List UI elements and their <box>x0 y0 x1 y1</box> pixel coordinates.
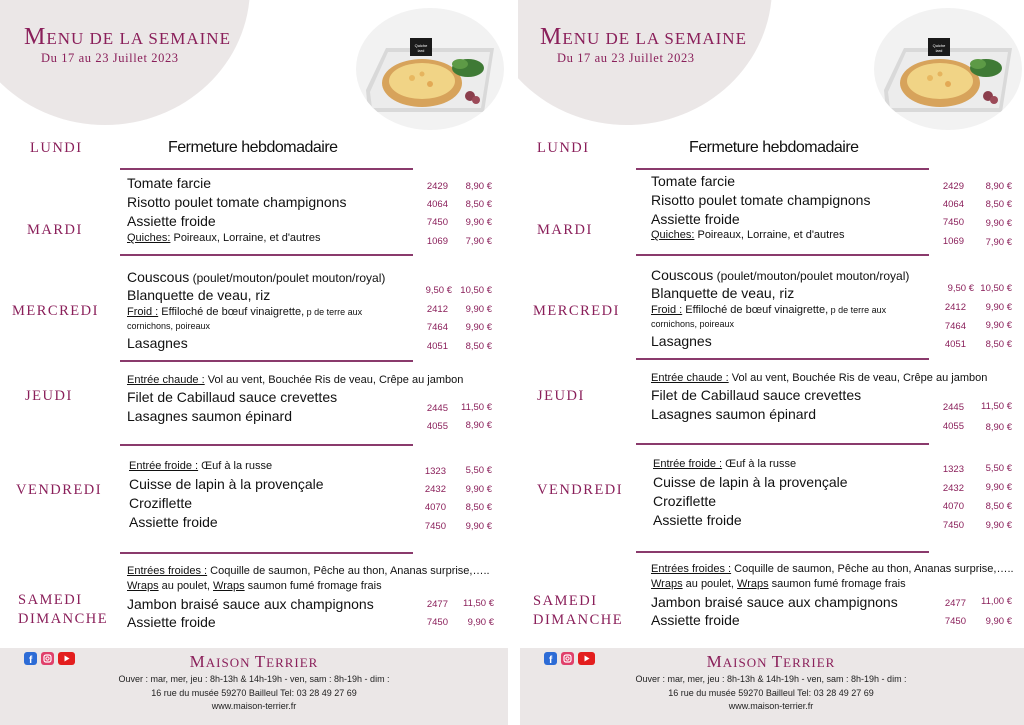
day-mardi: MARDI <box>537 222 593 238</box>
mardi-item-3: Assiette froide <box>127 213 216 229</box>
price: 8,50 € <box>985 501 1012 512</box>
product-code: 1069 <box>942 236 964 247</box>
price: 11,50 € <box>461 402 492 413</box>
vendredi-item-2: Croziflette <box>129 495 193 511</box>
price: 8,90 € <box>985 422 1012 433</box>
footer-hours: Ouver : mar, mer, jeu : 8h-13h & 14h-19h - ven, sam : 8h-19h - dim : <box>118 674 390 684</box>
day-dimanche: DIMANCHE <box>533 612 624 628</box>
quiche-photo <box>356 8 504 130</box>
product-code: 4051 <box>944 339 966 350</box>
mercredi-blanquette: Blanquette de veau, riz <box>127 287 271 303</box>
product-code: 2432 <box>942 483 964 494</box>
mardi-item-1: Tomate farcie <box>651 173 736 189</box>
day-mercredi: MERCREDI <box>533 303 620 319</box>
product-code: 2445 <box>426 403 448 414</box>
weekend-entrees: Entrées froides : Coquille de saumon, Pêche au thon, Ananas surprise,….. <box>651 563 1014 575</box>
price: 9,50 € <box>425 285 452 296</box>
product-code: 4055 <box>942 421 964 432</box>
weekend-item-1: Jambon braisé sauce aux champignons <box>127 596 374 612</box>
mercredi-lasagnes: Lasagnes <box>651 333 712 349</box>
day-mercredi: MERCREDI <box>12 303 99 319</box>
price: 9,90 € <box>985 320 1012 331</box>
mardi-item-3: Assiette froide <box>651 211 740 227</box>
svg-text:f: f <box>29 655 33 665</box>
weekend-item-2: Assiette froide <box>651 612 740 628</box>
product-code: 4064 <box>426 199 448 210</box>
product-code: 2445 <box>942 402 964 413</box>
product-code: 2429 <box>942 181 964 192</box>
price: 10,50 € <box>460 285 492 296</box>
vendredi-item-3: Assiette froide <box>129 514 218 530</box>
product-code: 2477 <box>426 599 448 610</box>
price: 11,00 € <box>981 596 1012 607</box>
jeudi-item-2: Lasagnes saumon épinard <box>127 408 293 424</box>
product-code: 1069 <box>426 236 448 247</box>
svg-text:lard: lard <box>935 48 943 53</box>
day-dimanche: DIMANCHE <box>18 611 109 627</box>
price: 9,90 € <box>465 304 492 315</box>
vendredi-item-2: Croziflette <box>653 493 717 509</box>
price: 9,90 € <box>465 322 492 333</box>
day-lundi: LUNDI <box>30 140 83 156</box>
product-code: 7450 <box>942 520 964 531</box>
jeudi-item-1: Filet de Cabillaud sauce crevettes <box>127 389 338 405</box>
product-code: 1323 <box>942 464 964 475</box>
footer-brand: MAISON TERRIER <box>189 652 319 671</box>
price: 9,90 € <box>985 218 1012 229</box>
footer-address: 16 rue du musée 59270 Bailleul Tel: 03 28 49 27 69 <box>151 688 357 698</box>
price: 8,50 € <box>465 199 492 210</box>
menu-title: MENU DE LA SEMAINE <box>24 24 231 50</box>
lundi-closed: Fermeture hebdomadaire <box>168 139 338 156</box>
mercredi-lasagnes: Lasagnes <box>127 335 188 351</box>
menu-page-right <box>518 0 1024 725</box>
menu-title: MENU DE LA SEMAINE <box>540 24 747 50</box>
price: 9,50 € <box>947 283 974 294</box>
footer-hours: Ouver : mar, mer, jeu : 8h-13h & 14h-19h - ven, sam : 8h-19h - dim : <box>635 674 907 684</box>
mercredi-froid-line2: cornichons, poireaux <box>651 319 735 329</box>
weekend-item-1: Jambon braisé sauce aux champignons <box>651 594 898 610</box>
menu-dates: Du 17 au 23 Juillet 2023 <box>41 51 179 65</box>
weekend-wraps: Wraps au poulet, Wraps saumon fumé fromage frais <box>127 580 382 592</box>
divider <box>120 552 413 554</box>
product-code: 4070 <box>942 501 964 512</box>
svg-text:Quiche: Quiche <box>932 43 946 48</box>
divider <box>636 254 929 256</box>
price: 7,90 € <box>985 237 1012 248</box>
product-code: 2412 <box>944 302 966 313</box>
divider <box>120 444 413 446</box>
price: 10,50 € <box>980 283 1012 294</box>
day-lundi: LUNDI <box>537 140 590 156</box>
jeudi-entree: Entrée chaude : Vol au vent, Bouchée Ris de veau, Crêpe au jambon <box>127 374 464 386</box>
price: 11,50 € <box>463 598 494 609</box>
mercredi-blanquette: Blanquette de veau, riz <box>651 285 795 301</box>
weekend-wraps: Wraps au poulet, Wraps saumon fumé fromage frais <box>651 578 906 590</box>
vendredi-entree: Entrée froide : Œuf à la russe <box>129 460 273 472</box>
price: 9,90 € <box>467 617 494 628</box>
price: 8,50 € <box>465 502 492 513</box>
price: 8,90 € <box>465 181 492 192</box>
price: 7,90 € <box>465 236 492 247</box>
day-jeudi: JEUDI <box>25 388 73 404</box>
product-code: 7450 <box>426 217 448 228</box>
divider <box>120 168 413 170</box>
price: 9,90 € <box>465 484 492 495</box>
product-code: 4055 <box>426 421 448 432</box>
divider <box>636 443 929 445</box>
svg-text:lard: lard <box>417 48 425 53</box>
divider <box>120 254 413 256</box>
menu-dates: Du 17 au 23 Juillet 2023 <box>557 51 695 65</box>
svg-text:f: f <box>549 655 553 665</box>
footer-website[interactable]: www.maison-terrier.fr <box>211 701 297 711</box>
footer-website[interactable]: www.maison-terrier.fr <box>728 701 814 711</box>
mercredi-froid-line2: cornichons, poireaux <box>127 321 211 331</box>
mercredi-couscous: Couscous (poulet/mouton/poulet mouton/royal) <box>127 269 386 285</box>
price: 8,50 € <box>985 199 1012 210</box>
product-code: 7464 <box>944 321 966 332</box>
product-code: 2429 <box>426 181 448 192</box>
divider <box>120 360 413 362</box>
day-samedi: SAMEDI <box>533 593 598 609</box>
quiche-photo <box>874 8 1022 130</box>
footer-address: 16 rue du musée 59270 Bailleul Tel: 03 28 49 27 69 <box>668 688 874 698</box>
mardi-item-1: Tomate farcie <box>127 175 212 191</box>
mardi-quiches: Quiches: Poireaux, Lorraine, et d'autres <box>651 229 845 241</box>
divider <box>636 358 929 360</box>
price: 9,90 € <box>985 482 1012 493</box>
day-jeudi: JEUDI <box>537 388 585 404</box>
mardi-item-2: Risotto poulet tomate champignons <box>651 192 871 208</box>
jeudi-item-1: Filet de Cabillaud sauce crevettes <box>651 387 862 403</box>
mercredi-froid: Froid : Effiloché de bœuf vinaigrette, p de terre aux <box>127 306 363 318</box>
vendredi-item-1: Cuisse de lapin à la provençale <box>653 474 848 490</box>
day-samedi: SAMEDI <box>18 592 83 608</box>
price: 8,50 € <box>465 341 492 352</box>
product-code: 7450 <box>942 217 964 228</box>
day-vendredi: VENDREDI <box>537 482 624 498</box>
product-code: 7464 <box>426 322 448 333</box>
price: 9,90 € <box>465 217 492 228</box>
product-code: 4064 <box>942 199 964 210</box>
price: 9,90 € <box>985 520 1012 531</box>
day-mardi: MARDI <box>27 222 83 238</box>
price: 5,50 € <box>985 463 1012 474</box>
product-code: 7450 <box>944 616 966 627</box>
lundi-closed: Fermeture hebdomadaire <box>689 139 859 156</box>
weekend-item-2: Assiette froide <box>127 614 216 630</box>
price: 8,50 € <box>985 339 1012 350</box>
product-code: 2412 <box>426 304 448 315</box>
mercredi-froid: Froid : Effiloché de bœuf vinaigrette, p de terre aux <box>651 304 887 316</box>
product-code: 7450 <box>424 521 446 532</box>
product-code: 1323 <box>424 466 446 477</box>
jeudi-entree: Entrée chaude : Vol au vent, Bouchée Ris de veau, Crêpe au jambon <box>651 372 988 384</box>
vendredi-entree: Entrée froide : Œuf à la russe <box>653 458 797 470</box>
price: 8,90 € <box>985 181 1012 192</box>
weekend-entrees: Entrées froides : Coquille de saumon, Pêche au thon, Ananas surprise,….. <box>127 565 490 577</box>
price: 8,90 € <box>465 420 492 431</box>
product-code: 4051 <box>426 341 448 352</box>
product-code: 7450 <box>426 617 448 628</box>
vendredi-item-1: Cuisse de lapin à la provençale <box>129 476 324 492</box>
price: 11,50 € <box>981 401 1012 412</box>
day-vendredi: VENDREDI <box>16 482 103 498</box>
price: 5,50 € <box>465 465 492 476</box>
product-code: 2432 <box>424 484 446 495</box>
price: 9,90 € <box>465 521 492 532</box>
product-code: 4070 <box>424 502 446 513</box>
mercredi-couscous: Couscous (poulet/mouton/poulet mouton/royal) <box>651 267 910 283</box>
jeudi-item-2: Lasagnes saumon épinard <box>651 406 817 422</box>
vendredi-item-3: Assiette froide <box>653 512 742 528</box>
price: 9,90 € <box>985 302 1012 313</box>
product-code: 2477 <box>944 598 966 609</box>
mardi-item-2: Risotto poulet tomate champignons <box>127 194 347 210</box>
svg-text:Quiche: Quiche <box>414 43 428 48</box>
footer-brand: MAISON TERRIER <box>706 652 836 671</box>
divider <box>636 168 929 170</box>
mardi-quiches: Quiches: Poireaux, Lorraine, et d'autres <box>127 232 321 244</box>
divider <box>636 551 929 553</box>
price: 9,90 € <box>985 616 1012 627</box>
